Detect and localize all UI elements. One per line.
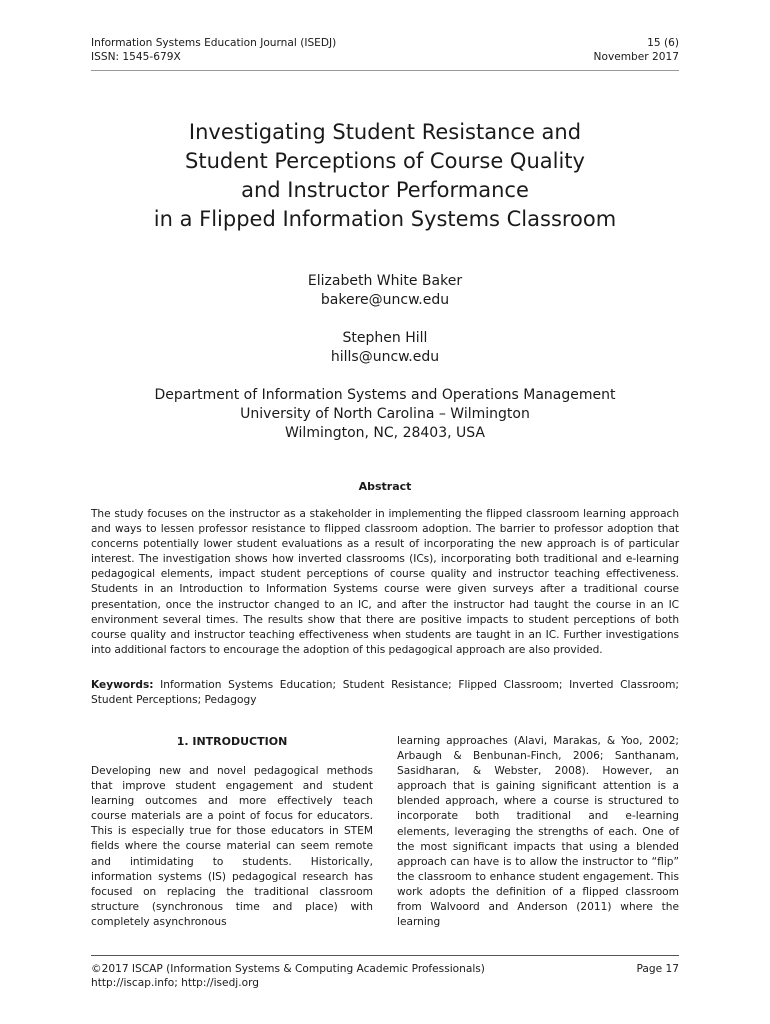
title-line: and Instructor Performance	[241, 178, 529, 202]
abstract-heading: Abstract	[358, 480, 412, 493]
keywords-list: Information Systems Education; Student Resistance; Flipped Classroom; Inverted Classroom; Student Perceptions; Pedagogy	[91, 679, 679, 707]
title-line: Student Perceptions of Course Quality	[185, 149, 585, 173]
issn: ISSN: 1545-679X	[91, 50, 181, 63]
column-right	[397, 734, 679, 930]
intro-paragraph-continued: learning approaches (Alavi, Marakas, & Yoo, 2002; Arbaugh & Benbunan-Finch, 2006; Santhanam, Sasidharan, & Webster, 2008). However, an approach that is gaining significant attention is a blended approach, where a course is structured to incorporate both traditional and e-learning elements, leveraging the strengths of each. One of the most significant impacts that using a blended approach can have is to allow the instructor to “flip” the classroom to enhance student engagement. This work adopts the definition of a flipped classroom from Walvoord and Anderson (2011) where the learning	[397, 735, 679, 929]
page-number: Page 17	[636, 963, 679, 975]
title-line: Investigating Student Resistance and	[188, 120, 582, 144]
author-name: Stephen Hill	[342, 330, 428, 346]
keywords	[91, 678, 679, 708]
footer-rule	[91, 955, 679, 956]
keywords-label: Keywords:	[91, 679, 154, 691]
affiliation-university: University of North Carolina – Wilmington	[240, 406, 530, 422]
affiliation-department: Department of Information Systems and Operations Management	[154, 387, 616, 403]
journal-name: Information Systems Education Journal (ISEDJ)	[91, 37, 337, 49]
intro-paragraph: Developing new and novel pedagogical methods that improve student engagement and student learning outcomes and more effectively teach course materials are a point of focus for educators. This is especially true for those educators in STEM fields where the course material can seem remote and intimidating to students. Historically, information systems (IS) pedagogical research has focused on replacing the traditional classroom structure (synchronous time and place) with completely asynchronous	[91, 765, 373, 928]
affiliation-address: Wilmington, NC, 28403, USA	[285, 425, 485, 441]
section-heading: 1. INTRODUCTION	[176, 735, 288, 748]
author-email: hills@uncw.edu	[330, 349, 440, 365]
footer-urls: http://iscap.info; http://isedj.org	[91, 977, 259, 989]
column-left	[91, 734, 373, 930]
issue-date: November 2017	[593, 50, 679, 63]
author-email: bakere@uncw.edu	[320, 292, 450, 308]
author-block	[85, 272, 685, 443]
header-rule	[91, 70, 679, 71]
title-line: in a Flipped Information Systems Classroom	[153, 207, 617, 231]
footer-copyright: ©2017 ISCAP (Information Systems & Computing Academic Professionals)	[91, 963, 485, 975]
author-name: Elizabeth White Baker	[307, 273, 463, 289]
abstract-text: The study focuses on the instructor as a stakeholder in implementing the flipped classroom learning approach and ways to lessen professor resistance to flipped classroom adoption. The barrier to professor adoption that concerns potentially lower student evaluations as a result of incorporating the new approach is of particular interest. The investigation shows how inverted classrooms (ICs), incorporating both traditional and e-learning pedagogical elements, impact student perceptions of course quality and instructor teaching effectiveness. Students in an Introduction to Information Systems course were given surveys after a traditional course presentation, once the instructor changed to an IC, and after the instructor had taught the course in an IC environment several times. The results show that there are positive impacts to student perceptions of both course quality and instructor teaching effectiveness when students are taught in an IC. Further investigations into additional factors to encourage the adoption of this pedagogical approach are also provided.	[91, 508, 679, 656]
volume-issue: 15 (6)	[647, 37, 679, 49]
paper-title	[60, 118, 710, 234]
